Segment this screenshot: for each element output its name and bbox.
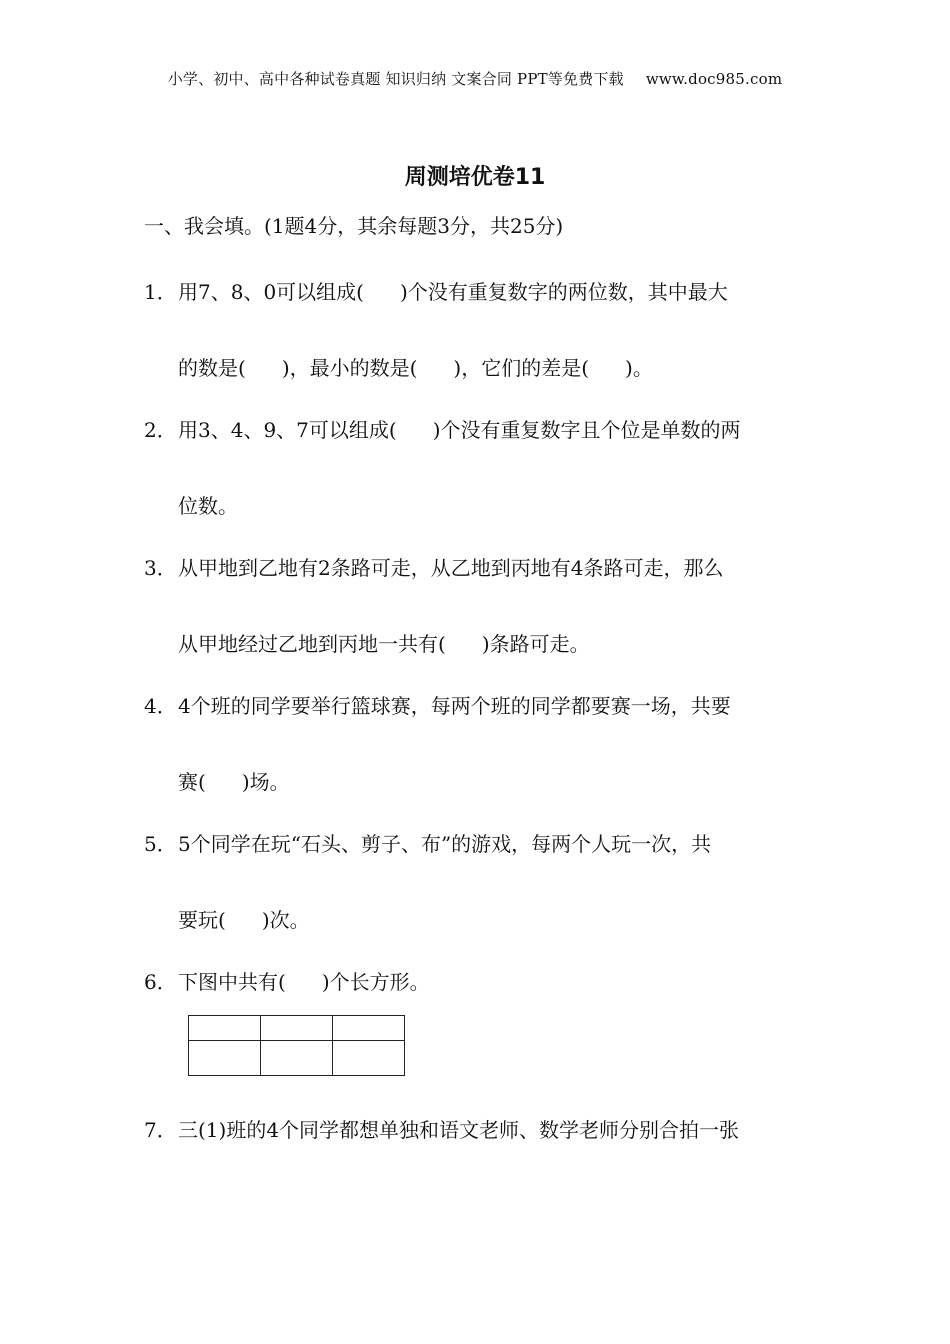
grid-cell xyxy=(333,1016,405,1041)
question-number: 1． xyxy=(144,280,177,304)
question-4-continued: 赛( )场。 xyxy=(178,770,290,794)
question-number: 5． xyxy=(144,832,177,856)
question-6: 6．下图中共有( )个长方形。 xyxy=(144,966,430,995)
question-3: 3．从甲地到乙地有2条路可走，从乙地到丙地有4条路可走，那么 xyxy=(144,552,723,581)
question-number: 2． xyxy=(144,418,177,442)
question-number: 7． xyxy=(144,1118,177,1142)
page-title: 周测培优卷11 xyxy=(404,165,546,190)
question-2: 2．用3、4、9、7可以组成( )个没有重复数字且个位是单数的两 xyxy=(144,414,741,443)
question-1-continued: 的数是( )，最小的数是( )，它们的差是( )。 xyxy=(178,356,653,380)
question-number: 4． xyxy=(144,694,177,718)
rectangle-grid-figure xyxy=(188,1015,405,1076)
question-5-continued: 要玩( )次。 xyxy=(178,908,310,932)
question-4: 4．4个班的同学要举行篮球赛，每两个班的同学都要赛一场，共要 xyxy=(144,690,731,719)
question-number: 3． xyxy=(144,556,177,580)
header-site: www.doc985.com xyxy=(645,70,783,88)
grid-cell xyxy=(261,1016,333,1041)
question-5: 5．5个同学在玩“石头、剪子、布”的游戏，每两个人玩一次，共 xyxy=(144,828,711,857)
section-heading: 一、我会填。(1题4分，其余每题3分，共25分) xyxy=(144,214,564,238)
grid-cell xyxy=(189,1041,261,1076)
question-1: 1．用7、8、0可以组成( )个没有重复数字的两位数，其中最大 xyxy=(144,276,728,305)
question-number: 6． xyxy=(144,970,177,994)
question-7: 7．三(1)班的4个同学都想单独和语文老师、数学老师分别合拍一张 xyxy=(144,1114,739,1143)
question-2-continued: 位数。 xyxy=(178,494,238,518)
question-3-continued: 从甲地经过乙地到丙地一共有( )条路可走。 xyxy=(178,632,590,656)
grid-cell xyxy=(189,1016,261,1041)
grid-cell xyxy=(333,1041,405,1076)
page-header xyxy=(0,68,950,89)
header-text: 小学、初中、高中各种试卷真题 知识归纳 文案合同 PPT等免费下载 xyxy=(167,70,624,88)
grid-cell xyxy=(261,1041,333,1076)
